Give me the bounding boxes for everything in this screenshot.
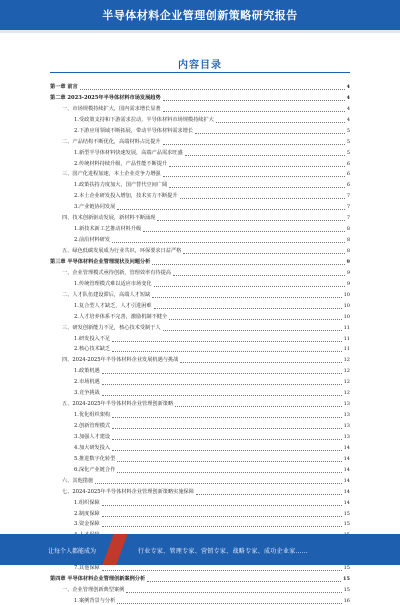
toc-entry-page: 12 bbox=[343, 368, 350, 375]
toc-entry-page: 8 bbox=[346, 226, 350, 233]
toc-entry[interactable] bbox=[50, 321, 350, 332]
toc-entry[interactable] bbox=[50, 244, 350, 255]
toc-entry-label: 2.制度保障 bbox=[74, 510, 100, 517]
toc-entry-label: 第二章 2023-2025年半导体材料市场发展趋势 bbox=[50, 94, 161, 101]
toc-entry-label: 2.本土企业研发投入增加，技术实力不断提升 bbox=[74, 193, 178, 200]
toc-entry-page: 7 bbox=[346, 215, 350, 222]
toc-entry-page: 12 bbox=[343, 379, 350, 386]
toc-entry-label: 1.政策机遇 bbox=[74, 368, 100, 375]
toc-entry-page: 6 bbox=[346, 171, 350, 178]
toc-leader-dots bbox=[112, 417, 342, 418]
toc-entry[interactable] bbox=[50, 441, 350, 452]
toc-entry-page: 14 bbox=[343, 466, 350, 473]
toc-entry-page: 5 bbox=[346, 138, 350, 145]
toc-entry-label: 二、人才队伍建设滞后，高端人才短缺 bbox=[62, 291, 151, 298]
toc-leader-dots bbox=[102, 505, 342, 506]
toc-entry[interactable] bbox=[50, 299, 350, 310]
toc-entry-page: 11 bbox=[343, 346, 350, 353]
toc-entry[interactable] bbox=[50, 168, 350, 179]
toc-entry-page: 8 bbox=[346, 237, 350, 244]
toc-entry[interactable] bbox=[50, 266, 350, 277]
toc-entry-page: 5 bbox=[346, 149, 350, 156]
toc-entry-page: 14 bbox=[343, 488, 350, 495]
toc-entry[interactable] bbox=[50, 277, 350, 288]
toc-leader-dots bbox=[117, 461, 341, 462]
toc-entry[interactable] bbox=[50, 255, 350, 266]
toc-leader-dots bbox=[169, 187, 345, 188]
toc-entry-page: 14 bbox=[343, 444, 350, 451]
toc-entry[interactable] bbox=[50, 135, 350, 146]
toc-entry-page: 13 bbox=[343, 423, 350, 429]
toc-leader-dots bbox=[102, 526, 342, 527]
toc-entry[interactable] bbox=[50, 463, 350, 474]
toc-leader-dots bbox=[143, 231, 345, 232]
toc-entry-label: 1.受政策支持和下游需求拉动，半导体材料市场规模持续扩大 bbox=[74, 116, 214, 123]
toc-entry-label: 1.优化组织架构 bbox=[74, 412, 111, 419]
toc-entry[interactable] bbox=[50, 178, 350, 189]
report-header-banner bbox=[0, 0, 400, 30]
toc-entry-label: 五、2024-2025年半导体材料企业管理创新策略 bbox=[62, 401, 174, 408]
toc-entry[interactable] bbox=[50, 200, 350, 211]
toc-leader-dots bbox=[102, 373, 342, 374]
toc-entry-page: 15 bbox=[343, 565, 350, 572]
toc-entry-label: 六、其他措施 bbox=[62, 477, 94, 484]
toc-leader-dots bbox=[157, 220, 344, 221]
toc-entry[interactable] bbox=[50, 386, 350, 397]
header-stripe bbox=[0, 30, 400, 33]
toc-leader-dots bbox=[183, 253, 344, 254]
toc-entry-page: 12 bbox=[343, 390, 350, 397]
toc-entry[interactable] bbox=[50, 430, 350, 441]
toc-entry-label: 一、市场规模持续扩大，国内需求增长显著 bbox=[62, 105, 161, 112]
toc-entry-page: 4 bbox=[346, 83, 350, 90]
toc-title: 内容目录 bbox=[178, 60, 222, 71]
toc-leader-dots bbox=[126, 592, 341, 593]
toc-entry-page: 9 bbox=[346, 258, 350, 265]
toc-leader-dots bbox=[102, 516, 342, 517]
toc-leader-dots bbox=[180, 362, 341, 363]
toc-entry[interactable] bbox=[50, 146, 350, 157]
footer-slogan-right: 行业专家、管理专家、营销专家、战略专家、成功企业家…… bbox=[138, 548, 309, 555]
toc-entry-label: 四、2024-2025年半导体材料企业发展机遇与挑战 bbox=[62, 357, 179, 364]
toc-entry-label: 第四章 半导体材料企业管理创新案例分析 bbox=[50, 576, 146, 583]
toc-entry-page: 14 bbox=[343, 477, 350, 484]
toc-entry-page: 11 bbox=[343, 324, 350, 331]
toc-entry-page: 10 bbox=[343, 313, 350, 320]
toc-entry[interactable] bbox=[50, 594, 350, 605]
toc-entry-label: 4.加大研发投入 bbox=[74, 444, 111, 451]
toc-leader-dots bbox=[169, 319, 341, 320]
toc-entry-page: 16 bbox=[343, 598, 350, 604]
toc-entry[interactable] bbox=[50, 157, 350, 168]
toc-entry-page: 15 bbox=[343, 521, 350, 528]
toc-leader-dots bbox=[180, 198, 345, 199]
toc-leader-dots bbox=[185, 155, 345, 156]
toc-entry-label: 1.政策扶持力度加大，国产替代空间广阔 bbox=[74, 182, 168, 189]
toc-entry-label: 三、研发创新能力不足，核心技术受制于人 bbox=[62, 324, 161, 331]
toc-leader-dots bbox=[112, 439, 342, 440]
toc-leader-dots bbox=[117, 472, 341, 473]
footer-banner bbox=[0, 534, 400, 565]
toc-entry-page: 8 bbox=[346, 248, 350, 254]
toc-entry-page: 4 bbox=[346, 116, 350, 123]
toc-leader-dots bbox=[102, 384, 342, 385]
toc-leader-dots bbox=[117, 209, 345, 210]
toc-entry-label: 2.下游应用领域不断拓展，带动半导体材料需求增长 bbox=[74, 127, 194, 134]
toc-leader-dots bbox=[112, 428, 342, 429]
toc-leader-dots bbox=[112, 351, 342, 352]
toc-leader-dots bbox=[112, 242, 345, 243]
toc-entry[interactable] bbox=[50, 572, 350, 583]
toc-title-rule bbox=[50, 72, 350, 73]
toc-entry-page: 13 bbox=[343, 412, 350, 419]
toc-leader-dots bbox=[147, 581, 341, 582]
toc-entry-label: 2.市场机遇 bbox=[74, 379, 100, 386]
toc-entry-page: 15 bbox=[343, 576, 350, 583]
toc-entry-label: 一、企业管理模式亟待创新，管理效率有待提高 bbox=[62, 269, 171, 276]
toc-leader-dots bbox=[154, 286, 345, 287]
toc-leader-dots bbox=[163, 100, 345, 101]
toc-leader-dots bbox=[169, 166, 345, 167]
toc-leader-dots bbox=[163, 111, 345, 112]
toc-entry-label: 二、产品结构不断优化，高端材料占比提升 bbox=[62, 138, 161, 145]
toc-entry-page: 11 bbox=[343, 335, 350, 342]
toc-leader-dots bbox=[163, 176, 345, 177]
toc-entry-label: 3.竞争挑战 bbox=[74, 390, 100, 397]
toc-entry[interactable] bbox=[50, 124, 350, 135]
toc-entry-label: 一、企业管理创新典型案例 bbox=[62, 587, 125, 594]
toc-entry[interactable] bbox=[50, 474, 350, 485]
toc-entry-page: 6 bbox=[346, 160, 350, 167]
toc-leader-dots bbox=[152, 264, 344, 265]
toc-entry[interactable] bbox=[50, 375, 350, 386]
toc-entry-page: 6 bbox=[346, 182, 350, 189]
toc-entry[interactable] bbox=[50, 80, 350, 91]
toc-entry[interactable] bbox=[50, 189, 350, 200]
toc-entry-label: 1.研发投入不足 bbox=[74, 335, 111, 342]
toc-leader-dots bbox=[112, 450, 342, 451]
toc-entry-page: 10 bbox=[343, 291, 350, 298]
toc-entry-label: 2.创新管理模式 bbox=[74, 423, 111, 429]
toc-entry[interactable] bbox=[50, 222, 350, 233]
toc-leader-dots bbox=[95, 483, 341, 484]
toc-leader-dots bbox=[163, 144, 345, 145]
toc-leader-dots bbox=[195, 133, 345, 134]
toc-entry-page: 10 bbox=[343, 302, 350, 309]
toc-entry-label: 2.核心技术缺乏 bbox=[74, 346, 111, 353]
toc-entry-page: 4 bbox=[346, 94, 350, 101]
toc-leader-dots bbox=[117, 603, 341, 604]
toc-entry-label: 1.复合型人才缺乏，人才引进困难 bbox=[74, 302, 152, 309]
toc-entry[interactable] bbox=[50, 102, 350, 113]
toc-entry[interactable] bbox=[50, 408, 350, 419]
toc-leader-dots bbox=[173, 275, 345, 276]
toc-entry-page: 13 bbox=[343, 433, 350, 440]
toc-entry-label: 1.新型半导体材料快速发展，高端产品需求旺盛 bbox=[74, 149, 183, 156]
toc-entry-label: 2.前沿材料研发 bbox=[74, 237, 111, 244]
toc-leader-dots bbox=[102, 395, 342, 396]
toc-entry[interactable] bbox=[50, 211, 350, 222]
toc-entry[interactable] bbox=[50, 419, 350, 430]
toc-entry-label: 三、国产化进程加速，本土企业竞争力增强 bbox=[62, 171, 161, 178]
footer-slogan-left: 让每个人都能成为 bbox=[48, 548, 97, 555]
toc-leader-dots bbox=[102, 570, 342, 571]
toc-entry-label: 6.深化产业链合作 bbox=[74, 466, 116, 473]
toc-entry[interactable] bbox=[50, 518, 350, 529]
toc-entry-label: 四、技术创新驱动发展，新材料不断涌现 bbox=[62, 215, 156, 222]
toc-entry-label: 3.加强人才建设 bbox=[74, 433, 111, 440]
toc-entry-page: 9 bbox=[346, 269, 350, 276]
toc-leader-dots bbox=[196, 494, 342, 495]
toc-entry-page: 15 bbox=[343, 510, 350, 517]
toc-entry-page: 14 bbox=[343, 455, 350, 462]
toc-entry-page: 13 bbox=[343, 401, 350, 408]
toc-entry[interactable] bbox=[50, 343, 350, 354]
toc-entry-label: 1.传统管理模式难以适应市场变化 bbox=[74, 280, 152, 287]
toc-leader-dots bbox=[152, 297, 341, 298]
report-title: 半导体材料企业管理创新策略研究报告 bbox=[102, 9, 298, 22]
toc-entry[interactable] bbox=[50, 91, 350, 102]
toc-entry-page: 5 bbox=[346, 127, 350, 134]
toc-entry-label: 七、2024-2025年半导体材料企业管理创新策略实施保障 bbox=[62, 488, 194, 495]
toc-entry-label: 1.案例背景与分析 bbox=[74, 598, 116, 604]
toc-entry-label: 3.资金保障 bbox=[74, 521, 100, 528]
toc-entry-label: 第三章 半导体材料企业管理现状及问题分析 bbox=[50, 258, 151, 265]
toc-entry-page: 9 bbox=[346, 280, 350, 287]
toc-leader-dots bbox=[163, 330, 342, 331]
toc-entry-label: 2.人才培养体系不完善，激励机制不健全 bbox=[74, 313, 168, 320]
toc-entry[interactable] bbox=[50, 485, 350, 496]
toc-entry-label: 3.产业链协同发展 bbox=[74, 204, 116, 211]
toc-leader-dots bbox=[112, 341, 342, 342]
toc-leader-dots bbox=[175, 406, 341, 407]
table-of-contents bbox=[50, 80, 350, 605]
toc-entry-page: 14 bbox=[343, 499, 350, 506]
toc-leader-dots bbox=[80, 89, 345, 90]
toc-entry-page: 7 bbox=[346, 204, 350, 211]
toc-entry-page: 7 bbox=[346, 193, 350, 200]
toc-entry[interactable] bbox=[50, 332, 350, 343]
toc-entry[interactable] bbox=[50, 507, 350, 518]
toc-entry[interactable] bbox=[50, 310, 350, 321]
toc-entry-label: 1.组织保障 bbox=[74, 499, 100, 506]
toc-entry[interactable] bbox=[50, 233, 350, 244]
toc-entry-label: 第一章 前言 bbox=[50, 83, 78, 90]
toc-leader-dots bbox=[154, 308, 342, 309]
toc-entry-label: 1.新技术新工艺推动材料升级 bbox=[74, 226, 142, 233]
toc-entry-label: 7.其他保障 bbox=[74, 565, 100, 572]
toc-entry-label: 五、绿色低碳发展成为行业共识，环保要求日益严格 bbox=[62, 248, 182, 254]
toc-entry[interactable] bbox=[50, 397, 350, 408]
toc-entry[interactable] bbox=[50, 364, 350, 375]
toc-entry-page: 12 bbox=[343, 357, 350, 364]
toc-entry[interactable] bbox=[50, 288, 350, 299]
toc-entry[interactable] bbox=[50, 583, 350, 594]
toc-entry-page: 4 bbox=[346, 105, 350, 112]
toc-entry-page: 15 bbox=[343, 587, 350, 594]
toc-leader-dots bbox=[216, 122, 345, 123]
toc-entry[interactable] bbox=[50, 452, 350, 463]
toc-entry[interactable] bbox=[50, 113, 350, 124]
toc-entry[interactable] bbox=[50, 353, 350, 364]
toc-entry-label: 2.传统材料持续升级，产品性能不断提升 bbox=[74, 160, 168, 167]
toc-entry-label: 5.推进数字化转型 bbox=[74, 455, 116, 462]
toc-entry[interactable] bbox=[50, 496, 350, 507]
